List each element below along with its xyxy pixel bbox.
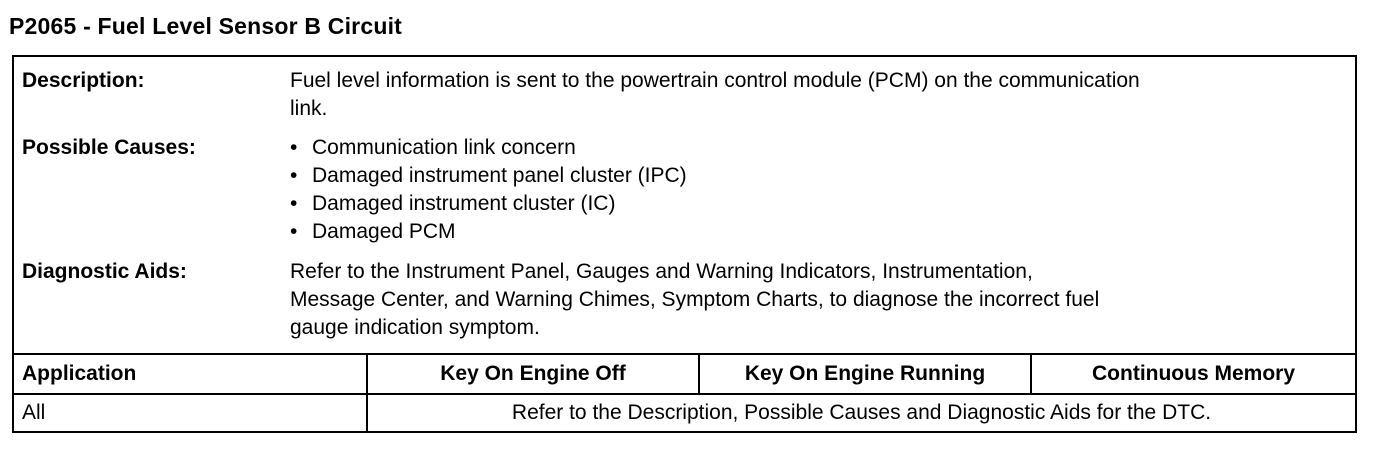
list-item — [290, 162, 1350, 190]
header-continuous-memory: Continuous Memory — [1030, 355, 1355, 393]
bullet-icon: • — [290, 136, 298, 159]
possible-causes-label: Possible Causes: — [22, 136, 196, 159]
table-header-row — [14, 355, 1355, 395]
header-application: Application — [22, 362, 137, 385]
row-note: Refer to the Description, Possible Causes and Diagnostic Aids for the DTC. — [366, 395, 1355, 431]
table-row — [14, 395, 1355, 431]
cause-text: Damaged instrument cluster (IC) — [312, 192, 616, 215]
list-item — [290, 190, 1350, 218]
dtc-table — [12, 55, 1357, 433]
dtc-info-section — [14, 57, 1355, 355]
diagnostic-aids-text — [290, 258, 1350, 342]
diagnostic-aids-label: Diagnostic Aids: — [22, 260, 187, 283]
description-line: link. — [290, 97, 328, 120]
description-line: Fuel level information is sent to the powertrain control module (PCM) on the communication — [290, 69, 1140, 92]
list-item — [290, 218, 1350, 246]
diagnostic-aids-line: Refer to the Instrument Panel, Gauges and Warning Indicators, Instrumentation, — [290, 260, 1033, 283]
page-title: P2065 - Fuel Level Sensor B Circuit — [9, 13, 403, 39]
header-key-on-engine-running: Key On Engine Running — [698, 355, 1030, 393]
description-text — [290, 67, 1350, 123]
cause-text: Damaged instrument panel cluster (IPC) — [312, 164, 687, 187]
description-label: Description: — [22, 69, 145, 92]
cause-text: Communication link concern — [312, 136, 576, 159]
bullet-icon: • — [290, 164, 298, 187]
cause-text: Damaged PCM — [312, 220, 456, 243]
diagnostic-aids-line: Message Center, and Warning Chimes, Symptom Charts, to diagnose the incorrect fuel — [290, 288, 1100, 311]
bullet-icon: • — [290, 220, 298, 243]
application-value: All — [22, 401, 46, 424]
bullet-icon: • — [290, 192, 298, 215]
possible-causes-list — [290, 134, 1350, 246]
header-key-on-engine-off: Key On Engine Off — [366, 355, 698, 393]
list-item — [290, 134, 1350, 162]
diagnostic-aids-line: gauge indication symptom. — [290, 316, 540, 339]
